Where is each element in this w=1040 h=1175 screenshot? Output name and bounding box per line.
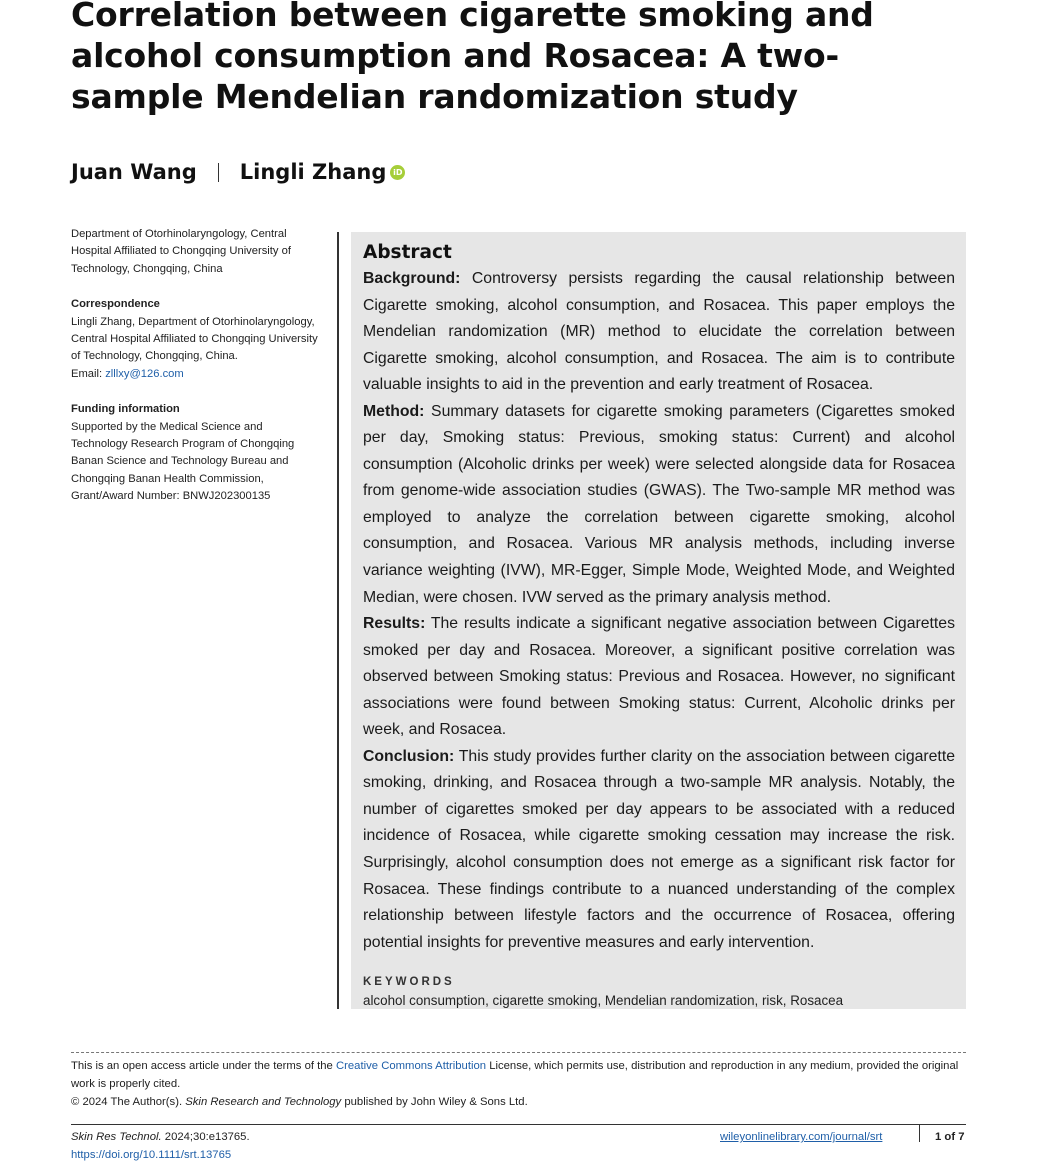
author-name[interactable]: Juan Wang: [71, 160, 197, 184]
copyright-post: published by John Wiley & Sons Ltd.: [344, 1096, 528, 1108]
email-label: Email:: [71, 367, 103, 380]
author-separator: [218, 163, 219, 182]
citation: [71, 1128, 250, 1164]
page-number: 1 of 7: [935, 1131, 965, 1143]
author-info-column: [71, 226, 321, 524]
correspondence-label: Correspondence: [71, 298, 160, 311]
funding-label: Funding information: [71, 403, 180, 416]
keywords-list: alcohol consumption, cigarette smoking, Mendelian randomization, risk, Rosacea: [363, 993, 844, 1009]
keywords-label: KEYWORDS: [363, 976, 455, 989]
method-label: Method:: [363, 402, 425, 420]
journal-name: Skin Research and Technology: [185, 1096, 342, 1108]
abstract-method: [363, 399, 955, 611]
doi-link[interactable]: https://doi.org/10.1111/srt.13765: [71, 1149, 232, 1161]
affiliation: Department of Otorhinolaryngology, Central Hospital Affiliated to Chongqing University of Technology, Chongqing, China: [71, 228, 291, 275]
license-post: License, which permits use, distribution and reproduction in any medium, provided the original work is properly cited.: [71, 1060, 959, 1090]
background-label: Background:: [363, 270, 461, 287]
license-pre: This is an open access article under the terms of the: [71, 1060, 333, 1072]
author-list: [71, 156, 405, 188]
email-link[interactable]: zlllxy@126.com: [105, 367, 184, 380]
abstract-results: [363, 611, 955, 744]
journal-website-link[interactable]: wileyonlinelibrary.com/journal/srt: [720, 1131, 883, 1143]
license-note: [71, 1052, 966, 1111]
abstract-panel: [351, 232, 966, 1009]
funding-text: Supported by the Medical Science and Technology Research Program of Chongqing Banan Science and Technology Bureau and Chongqing Banan Health Commission, Grant/Award Number: BNWJ202300135: [71, 420, 295, 503]
column-divider: [337, 232, 339, 1009]
abstract-background: [363, 266, 955, 399]
author-name[interactable]: Lingli Zhang: [239, 160, 387, 184]
correspondence-block: [71, 296, 321, 383]
abstract-conclusion: [363, 744, 955, 956]
citation-journal: Skin Res Technol.: [71, 1131, 162, 1143]
footer-rule: [71, 1124, 966, 1125]
funding-block: [71, 401, 321, 505]
citation-volume: 2024;30:e13765.: [164, 1131, 250, 1143]
conclusion-label: Conclusion:: [363, 747, 455, 765]
abstract-heading: Abstract: [363, 242, 452, 263]
license-link[interactable]: Creative Commons Attribution: [335, 1060, 487, 1072]
background-text: Controversy persists regarding the causal relationship between Cigarette smoking, alcohol consumption, and Rosacea. This paper employs the Mendelian randomization (MR) method to elucidate the correlation between Cigarette smoking, alcohol consumption, and Rosacea. The aim is to contribute valuable insights to aid in the prevention and early treatment of Rosacea.: [363, 270, 956, 394]
results-text: The results indicate a significant negative association between Cigarettes smoked per day and Rosacea. Moreover, a significant positive correlation was observed between Smoking status: Previous and Rosacea. However, no significant associations were found between Smoking status: Current, Alcoholic drinks per week, and Rosacea.: [363, 615, 955, 739]
copyright-pre: © 2024 The Author(s).: [71, 1096, 183, 1108]
method-text: Summary datasets for cigarette smoking parameters (Cigarettes smoked per day, Smoking status: Previous, smoking status: Current) and alcohol consumption (Alcoholic drinks per week) were selected alongside data for Rosacea from genome-wide association studies (GWAS). The Two-sample MR method was employed to analyze the correlation between cigarette smoking, alcohol consumption, and Rosacea. Various MR analysis methods, including inverse variance weighting (IVW), MR-Egger, Simple Mode, Weighted Mode, and Weighted Median, were chosen. IVW served as the primary analysis method.: [363, 402, 955, 606]
correspondence-text: Lingli Zhang, Department of Otorhinolaryngology, Central Hospital Affiliated to Chongqing University of Technology, Chongqing, China.: [71, 315, 318, 363]
article-title: Correlation between cigarette smoking and alcohol consumption and Rosacea: A two-sample Mendelian randomization study: [71, 0, 874, 116]
conclusion-text: This study provides further clarity on the association between cigarette smoking, drinking, and Rosacea through a two-sample MR analysis. Notably, the number of cigarettes smoked per day appears to be associated with a reduced incidence of Rosacea, while cigarette smoking cessation may increase the risk. Surprisingly, alcohol consumption does not emerge as a significant risk factor for Rosacea. These findings contribute to a nuanced understanding of the complex relationship between lifestyle factors and the occurrence of Rosacea, offering potential insights for preventive measures and early intervention.: [363, 747, 955, 951]
orcid-icon[interactable]: iD: [390, 165, 405, 180]
page-separator: [919, 1124, 920, 1142]
results-label: Results:: [363, 615, 426, 633]
